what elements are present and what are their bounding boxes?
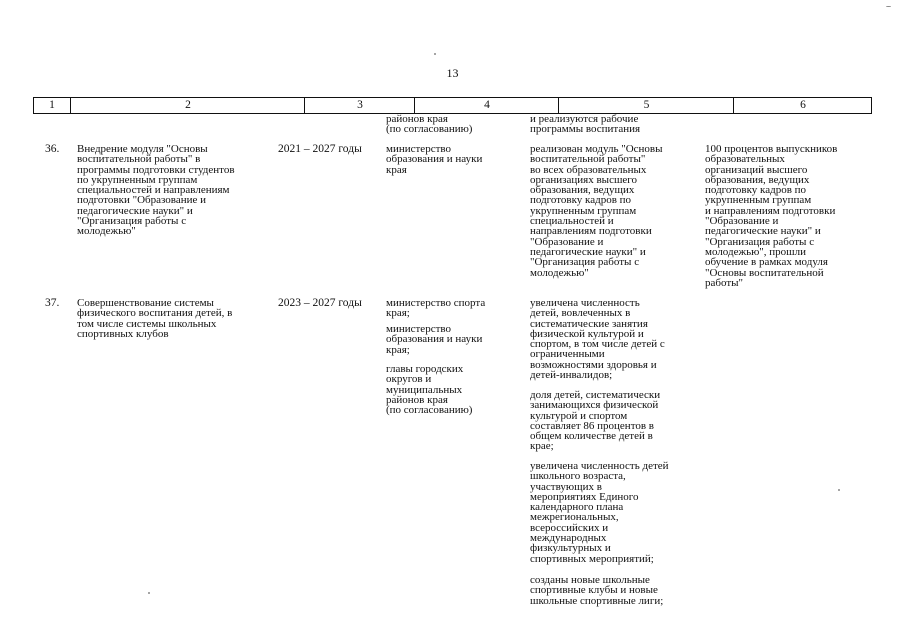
- continuation-result: и реализуются рабочие программы воспитания: [530, 113, 641, 136]
- activity-name: Совершенствование системы физического воспитания детей, в том числе системы школьных спортивных клубов: [77, 297, 233, 340]
- header-col-3: 3: [304, 98, 415, 113]
- header-col-1: 1: [49, 99, 55, 111]
- header-col-6: 6: [733, 98, 872, 113]
- scan-speck: [434, 53, 436, 55]
- scan-speck: [886, 6, 891, 7]
- expected-result: реализован модуль "Основы воспитательной работы" во всех образовательных организациях высшего образования, ведущих подготовку кадров по укрупненным группам специальностей и направлениям подготовки "Образование и педагогические науки" и "Организация работы с молодежью": [530, 143, 663, 279]
- continuation-executor: районов края (по согласованию): [386, 113, 473, 136]
- period: 2023 – 2027 годы: [278, 297, 362, 309]
- expected-result: увеличена численность детей школьного возраста, участвующих в мероприятиях Единого календарного плана межрегиональных, всероссийских и международных физкультурных и спортивных мероприятий;: [530, 460, 669, 565]
- expected-result: увеличена численность детей, вовлеченных в систематические занятия физической культурой и спортом, в том числе детей с ограниченными возможностями здоровья и детей-инвалидов;: [530, 297, 665, 382]
- scan-speck: [148, 592, 150, 594]
- page-number: 13: [446, 66, 459, 80]
- table-header: [33, 97, 872, 114]
- indicator: 100 процентов выпускников образовательных организаций высшего образования, ведущих подготовку кадров по укрупненным группам и направлениям подготовки "Образование и педагогические науки" и "Организация работы с молодежью", прошли обучение в рамках модуля "Основы воспитательной работы": [705, 143, 838, 289]
- row-number: 37.: [45, 297, 60, 309]
- header-col-5: 5: [558, 98, 734, 113]
- activity-name: Внедрение модуля "Основы воспитательной работы" в программы подготовки студентов по укрупненным группам специальностей и направлениям подготовки "Образование и педагогические науки" и "Организация работы с молодежью": [77, 143, 235, 238]
- period: 2021 – 2027 годы: [278, 143, 362, 155]
- row-number: 36.: [45, 143, 60, 155]
- executor: министерство спорта края;: [386, 297, 486, 320]
- header-col-2: 2: [70, 98, 305, 113]
- executor: главы городских округов и муниципальных районов края (по согласованию): [386, 363, 473, 417]
- expected-result: созданы новые школьные спортивные клубы и новые школьные спортивные лиги;: [530, 574, 664, 607]
- executor: министерство образования и науки края;: [386, 323, 483, 356]
- executor: министерство образования и науки края: [386, 143, 483, 176]
- scan-speck: [838, 489, 840, 491]
- expected-result: доля детей, систематически занимающихся физической культурой и спортом составляет 86 процентов в общем количестве детей в крае;: [530, 389, 661, 453]
- header-col-4: 4: [414, 98, 559, 113]
